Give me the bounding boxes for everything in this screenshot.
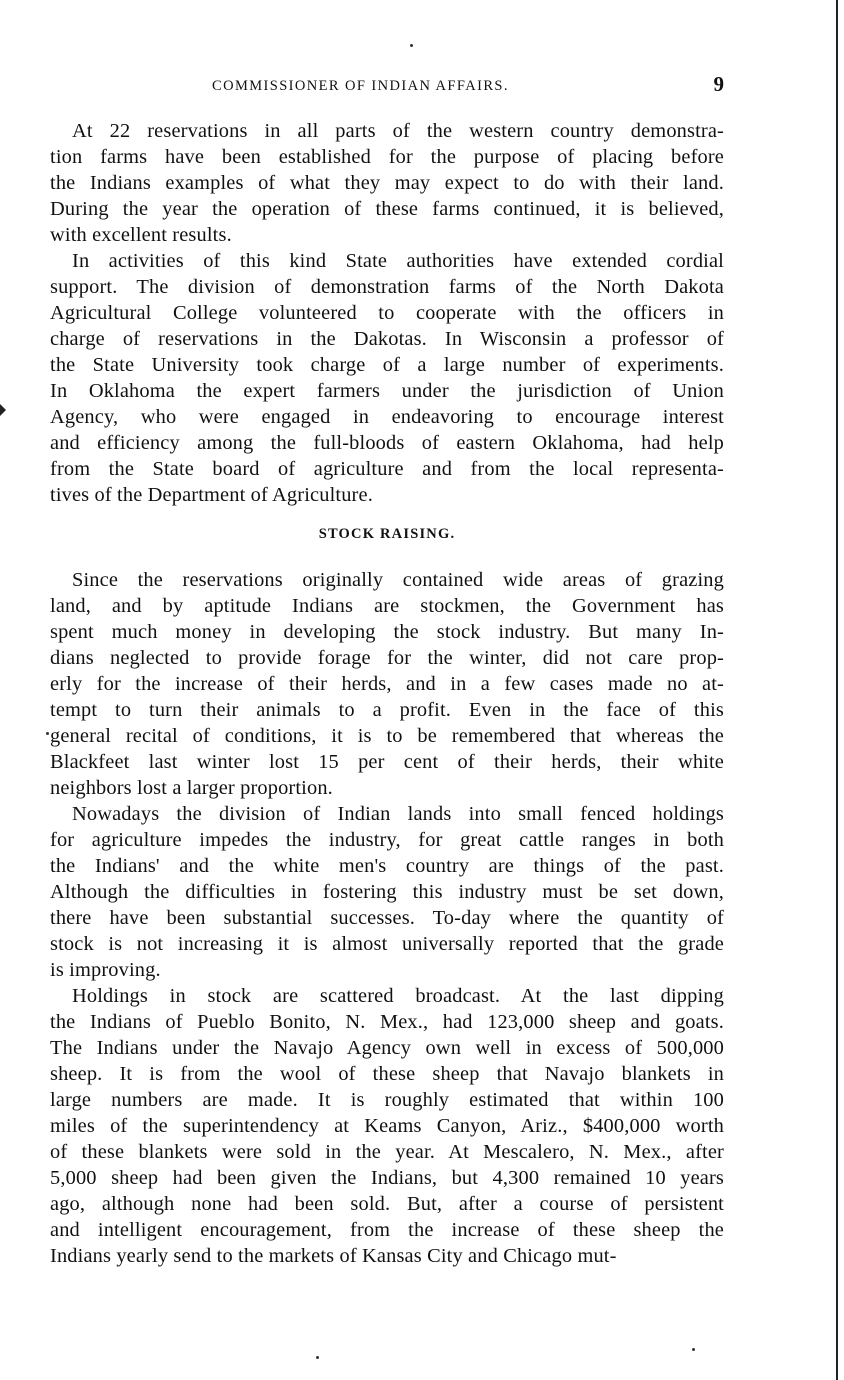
text-line: spent much money in developing the stock industry. But many In- (50, 621, 724, 643)
text-line: for agriculture impedes the industry, for great cattle ranges in both (50, 829, 724, 851)
paragraph (50, 248, 724, 508)
text-line: Although the difficulties in fostering this industry must be set down, (50, 881, 724, 903)
text-line: miles of the superintendency at Keams Canyon, Ariz., $400,000 worth (50, 1115, 724, 1137)
text-line: and efficiency among the full-bloods of eastern Oklahoma, had help (50, 432, 724, 454)
text-line: and intelligent encouragement, from the increase of these sheep the (50, 1219, 724, 1241)
text-line: neighbors lost a larger proportion. (50, 777, 333, 799)
speck-mark (316, 1356, 319, 1359)
speck-mark (410, 44, 413, 47)
text-line: with excellent results. (50, 224, 232, 246)
text-line: the Indians of Pueblo Bonito, N. Mex., had 123,000 sheep and goats. (50, 1011, 724, 1033)
text-line: of these blankets were sold in the year. At Mescalero, N. Mex., after (50, 1141, 724, 1163)
text-line: sheep. It is from the wool of these sheep that Navajo blankets in (50, 1063, 724, 1085)
text-line: Nowadays the division of Indian lands into small fenced holdings (72, 803, 724, 825)
text-line: Indians yearly send to the markets of Kansas City and Chicago mut- (50, 1245, 617, 1267)
paragraph (50, 118, 724, 248)
running-head (50, 72, 724, 100)
running-title: COMMISSIONER OF INDIAN AFFAIRS. (212, 78, 509, 94)
text-line: The Indians under the Navajo Agency own well in excess of 500,000 (50, 1037, 724, 1059)
text-line: tives of the Department of Agriculture. (50, 484, 373, 506)
text-line: general recital of conditions, it is to be remembered that whereas the (50, 725, 724, 747)
text-line: from the State board of agriculture and from the local representa- (50, 458, 724, 480)
section-heading: STOCK RAISING. (318, 526, 456, 542)
text-line: In Oklahoma the expert farmers under the jurisdiction of Union (50, 380, 724, 402)
text-line: land, and by aptitude Indians are stockmen, the Government has (50, 595, 724, 617)
paragraph (50, 983, 724, 1269)
text-line: Agricultural College volunteered to cooperate with the officers in (50, 302, 724, 324)
text-line: the State University took charge of a large number of experiments. (50, 354, 724, 376)
margin-marker-icon (0, 404, 6, 416)
text-line: stock is not increasing it is almost universally reported that the grade (50, 933, 724, 955)
body-text-bottom (50, 567, 724, 1269)
text-line: support. The division of demonstration farms of the North Dakota (50, 276, 724, 298)
paragraph (50, 567, 724, 801)
text-line: At 22 reservations in all parts of the western country demonstra- (72, 120, 724, 142)
page-number: 9 (713, 72, 724, 96)
text-line: charge of reservations in the Dakotas. In Wisconsin a professor of (50, 328, 724, 350)
text-line: In activities of this kind State authorities have extended cordial (72, 250, 724, 272)
text-line: Agency, who were engaged in endeavoring to encourage interest (50, 406, 724, 428)
text-line: erly for the increase of their herds, and in a few cases made no at- (50, 673, 724, 695)
text-line: 5,000 sheep had been given the Indians, but 4,300 remained 10 years (50, 1167, 724, 1189)
text-line: Holdings in stock are scattered broadcast. At the last dipping (72, 985, 724, 1007)
speck-mark (46, 732, 49, 735)
text-line: there have been substantial successes. To-day where the quantity of (50, 907, 724, 929)
text-line: the Indians' and the white men's country are things of the past. (50, 855, 724, 877)
paragraph (50, 801, 724, 983)
text-line: Since the reservations originally contained wide areas of grazing (72, 569, 724, 591)
text-line: Blackfeet last winter lost 15 per cent of their herds, their white (50, 751, 724, 773)
text-line: tion farms have been established for the purpose of placing before (50, 146, 724, 168)
text-line: large numbers are made. It is roughly estimated that within 100 (50, 1089, 724, 1111)
text-line: dians neglected to provide forage for the winter, did not care prop- (50, 647, 724, 669)
speck-mark (692, 1348, 695, 1351)
page-edge-line (836, 0, 838, 1380)
text-line: tempt to turn their animals to a profit. Even in the face of this (50, 699, 724, 721)
text-line: During the year the operation of these farms continued, it is believed, (50, 198, 724, 220)
text-line: ago, although none had been sold. But, after a course of persistent (50, 1193, 724, 1215)
text-line: is improving. (50, 959, 161, 981)
body-text-top (50, 118, 724, 508)
text-line: the Indians examples of what they may expect to do with their land. (50, 172, 724, 194)
